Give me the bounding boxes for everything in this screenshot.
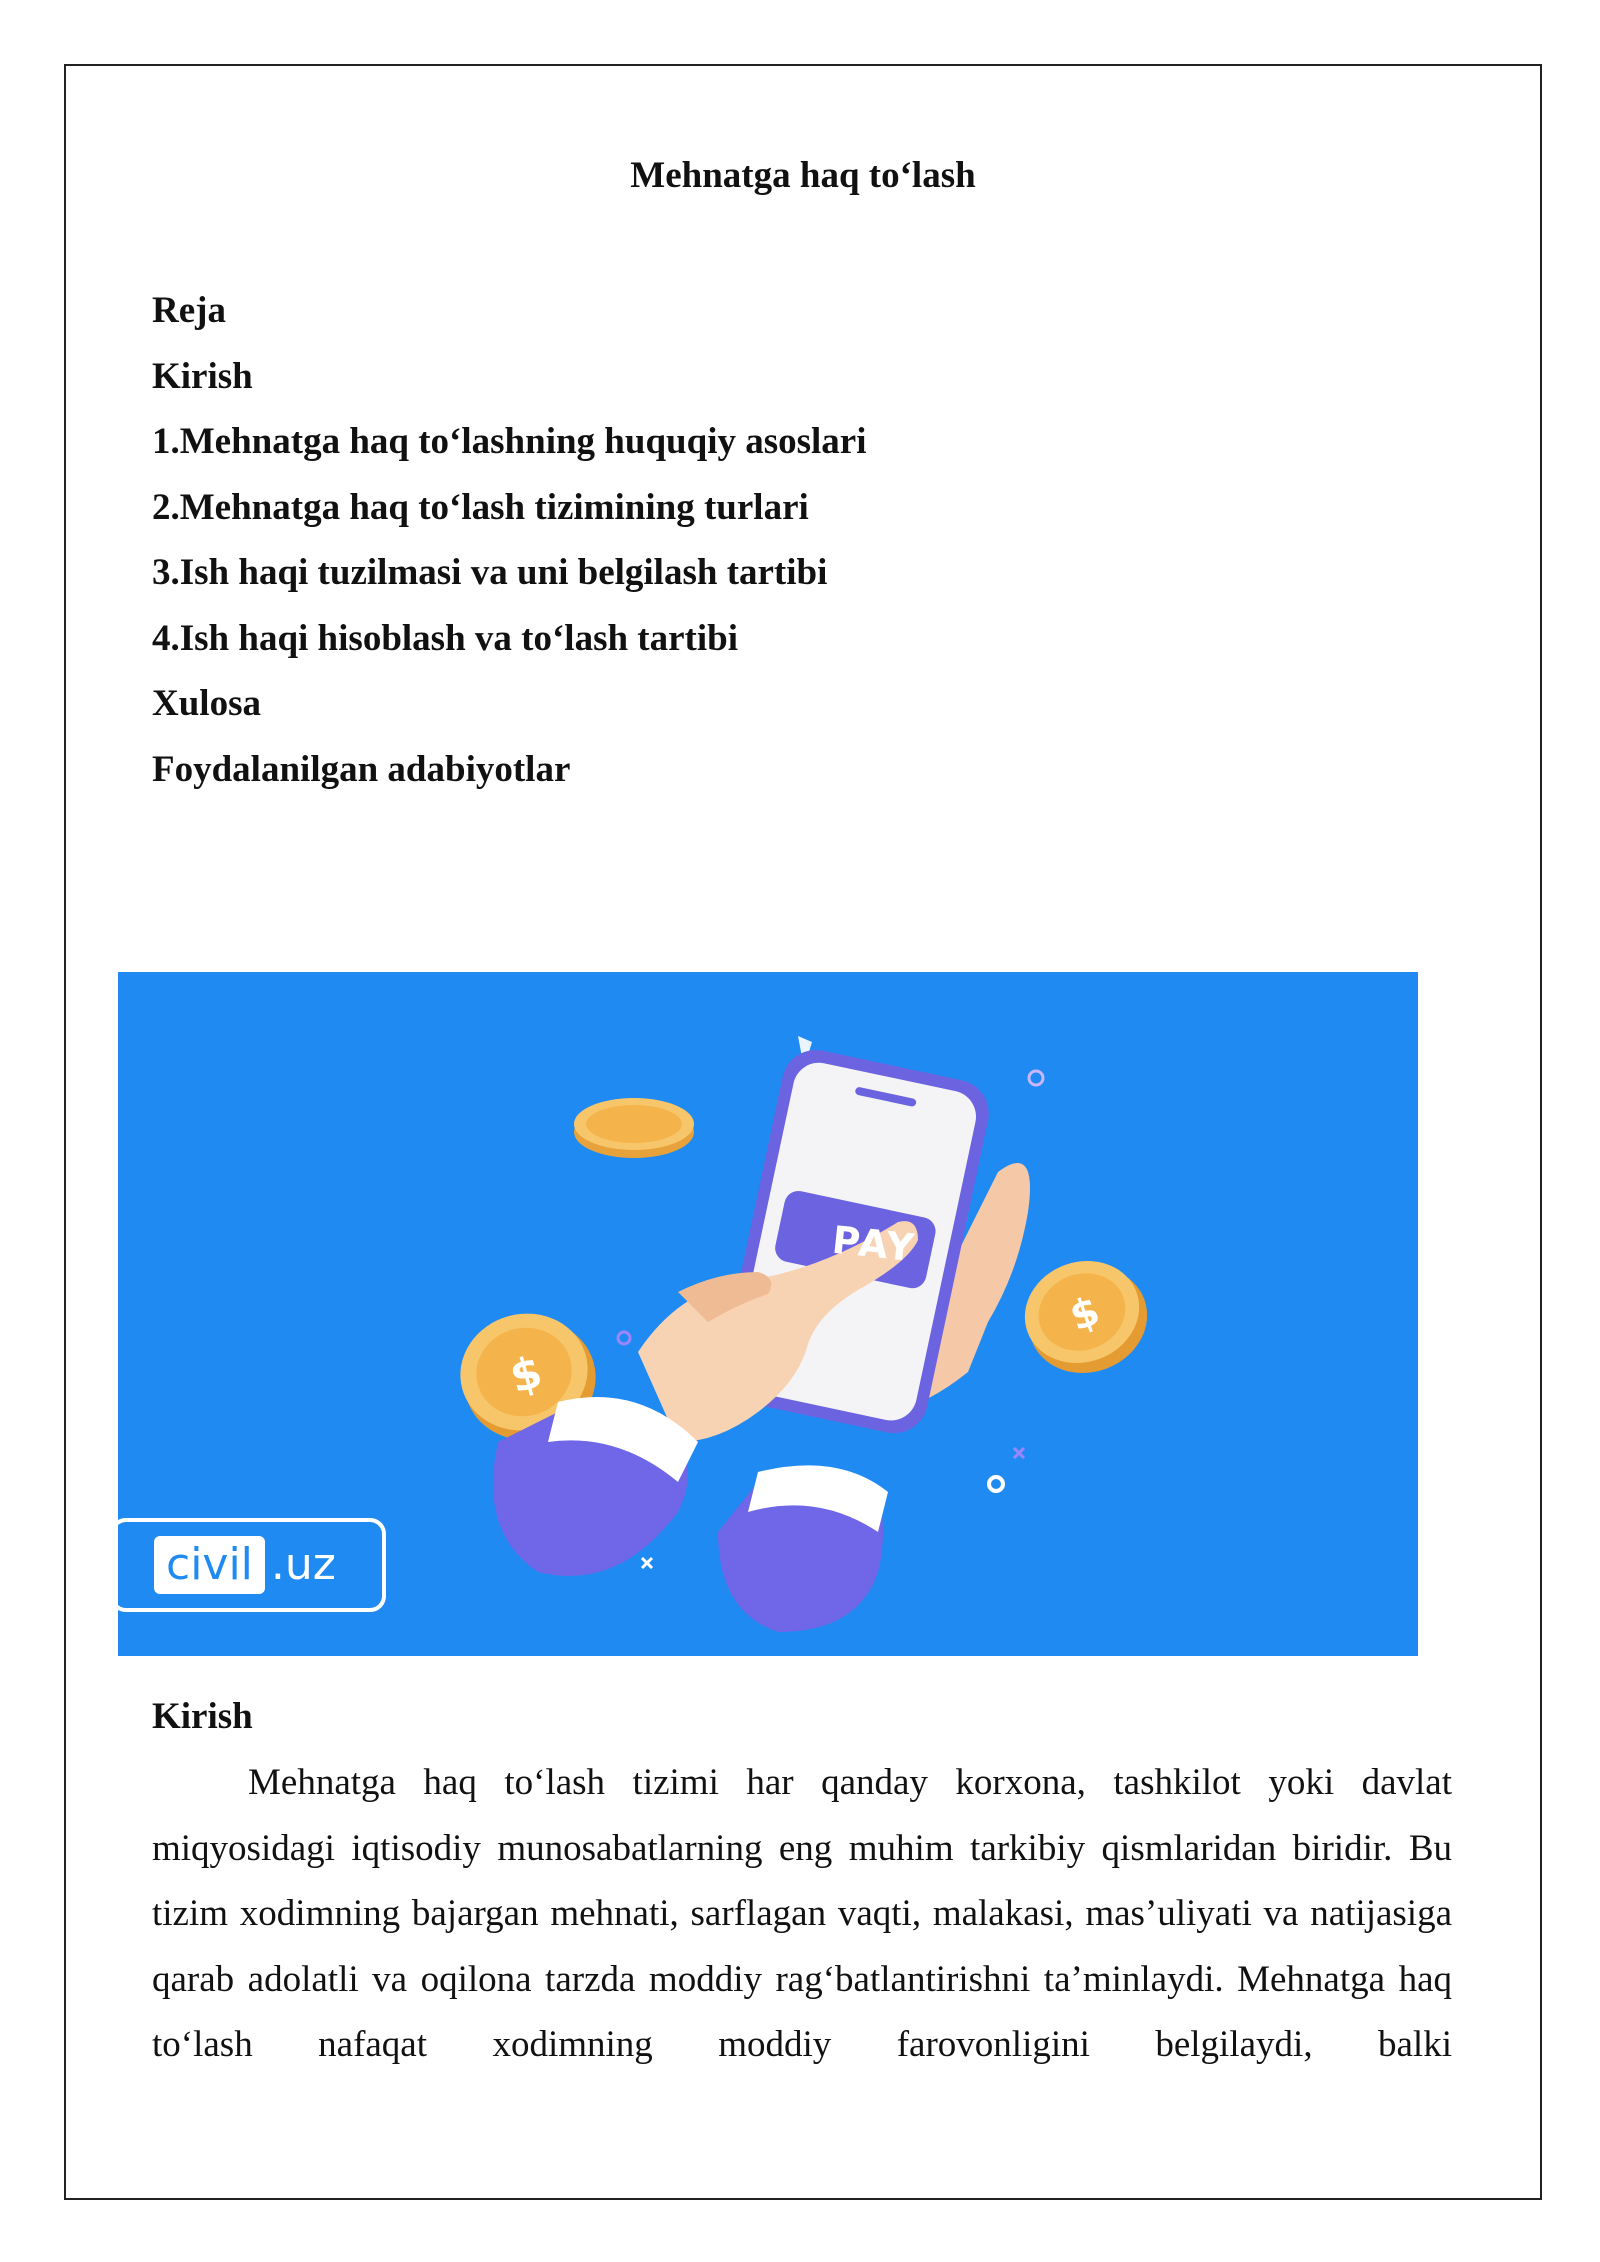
payment-illustration bbox=[118, 972, 1418, 1656]
logo-civil-text: civil bbox=[154, 1536, 265, 1594]
toc-item-xulosa: Xulosa bbox=[152, 683, 261, 724]
toc-item-4: 4.Ish haqi hisoblash va to‘lash tartibi bbox=[152, 617, 739, 659]
civil-uz-logo bbox=[118, 1518, 386, 1612]
document-title: Mehnatga haq to‘lash bbox=[630, 155, 976, 196]
toc-item-1: 1.Mehnatga haq to‘lashning huquqiy asoslari bbox=[152, 421, 867, 462]
toc-item-3: 3.Ish haqi tuzilmasi va uni belgilash tartibi bbox=[152, 552, 828, 593]
table-of-contents bbox=[152, 278, 1452, 802]
toc-item-2: 2.Mehnatga haq to‘lash tizimining turlari bbox=[152, 486, 809, 528]
toc-item-kirish: Kirish bbox=[152, 355, 253, 397]
logo-uz-text: .uz bbox=[270, 1539, 336, 1590]
section-heading-kirish: Kirish bbox=[152, 1696, 253, 1737]
toc-item-adabiyotlar: Foydalanilgan adabiyotlar bbox=[152, 748, 571, 790]
svg-text:$: $ bbox=[1063, 1287, 1106, 1341]
pay-button-label: PAY bbox=[830, 1217, 918, 1271]
intro-paragraph: Mehnatga haq to‘lash tizimi har qanday korxona, tashkilot yoki davlat miqyosidagi iqtisodiy munosabatlarning eng muhim tarkibiy qismlaridan biridir. Bu tizim xodimning bajargan mehnati, sarflagan vaqti, malakasi, mas’uliyati va natijasiga qarab adolatli va oqilona tarzda moddiy rag‘batlantirishni ta’minlaydi. Mehnatga haq to‘lash nafaqat xodimning moddiy farovonligini belgilaydi, balki bbox=[152, 1762, 1452, 2065]
svg-text:$: $ bbox=[504, 1346, 548, 1404]
toc-heading-reja: Reja bbox=[152, 290, 226, 331]
